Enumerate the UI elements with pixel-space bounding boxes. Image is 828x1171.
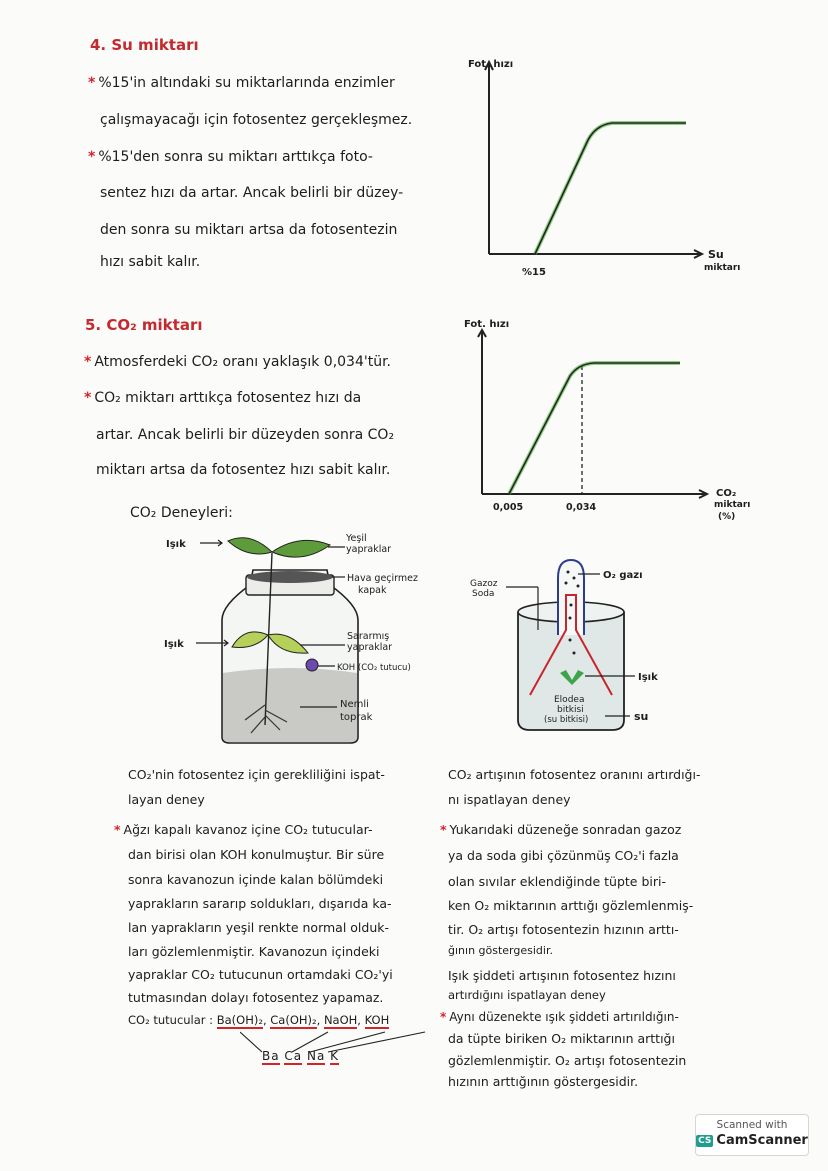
text-line: dan birisi olan KOH konulmuştur. Bir süre (128, 847, 385, 862)
text-line: artar. Ancak belirli bir düzeyden sonra CO₂ (96, 427, 395, 443)
koh-label: KOH (CO₂ tutucu) (337, 663, 411, 673)
experiment-title: artırdığını ispatlayan deney (448, 988, 606, 1002)
text-line: ğının göstergesidir. (448, 944, 553, 957)
x-axis-label: miktarı (704, 263, 741, 273)
text-line: * %15'in altındaki su miktarlarında enzimler (88, 75, 395, 91)
text-line: sentez hızı da artar. Ancak belirli bir düzey- (100, 185, 404, 201)
light-label: Işık (166, 539, 186, 550)
experiment-title: nı ispatlayan deney (448, 792, 571, 807)
section-4-heading: 4. Su miktarı (90, 36, 199, 54)
text-line: ken O₂ miktarının arttığı gözlemlenmiş- (448, 898, 694, 913)
green-leaf (272, 540, 330, 557)
light-label: Işık (164, 639, 184, 650)
co2-graph (460, 310, 790, 530)
lid-label: Hava geçirmez (347, 573, 418, 584)
text-line: sonra kavanozun içinde kalan bölümdeki (128, 872, 384, 887)
test-tube (558, 560, 584, 635)
elodea-label: (su bitkisi) (544, 715, 589, 725)
green-leaf (228, 538, 272, 554)
text-line: gözlemlenmiştir. O₂ artışı fotosentezin (448, 1053, 687, 1068)
section-5-heading: 5. CO₂ miktarı (85, 316, 203, 334)
x-axis-label: miktarı (714, 500, 751, 510)
x-axis-label: CO₂ (716, 488, 737, 499)
tick-label: 0,034 (566, 502, 597, 513)
o2-gas-label: O₂ gazı (603, 570, 643, 581)
text-line: * CO₂ miktarı arttıkça fotosentez hızı da (84, 390, 362, 406)
text-line: yapraklar CO₂ tutucunun ortamdaki CO₂'yi (128, 967, 393, 982)
beaker-experiment-diagram (460, 520, 780, 750)
watermark-text: Scanned with (716, 1119, 788, 1131)
yellow-leaves-label: Sararmış (347, 631, 390, 642)
curve-glow (535, 123, 686, 254)
light-label: Işık (638, 672, 658, 683)
water-graph (460, 50, 790, 290)
text-line: den sonra su miktarı artsa da fotosentezin (100, 222, 398, 238)
koh-ball (306, 659, 318, 671)
text-line: * Atmosferdeki CO₂ oranı yaklaşık 0,034'tür. (84, 354, 392, 370)
lid-top (247, 571, 333, 583)
text-line: hızı sabit kalır. (100, 254, 201, 270)
y-axis-label: Fot. hızı (468, 59, 514, 70)
text-line: miktarı artsa da fotosentez hızı sabit kalır. (96, 462, 391, 478)
lid-label: kapak (358, 585, 387, 596)
green-leaves-label: Yeşil (346, 533, 367, 544)
experiment-title: CO₂ artışının fotosentez oranını artırdığı- (448, 767, 701, 782)
text-line: ya da soda gibi çözünmüş CO₂'i fazla (448, 848, 679, 863)
camscanner-logo-icon: CS (698, 1135, 712, 1146)
tick-label: %15 (522, 267, 546, 278)
y-axis-label: Fot. hızı (464, 319, 510, 330)
jar-experiment-diagram (140, 525, 460, 755)
text-line: da tüpte biriken O₂ miktarının arttığı (448, 1031, 675, 1046)
soda-label: Soda (472, 589, 495, 599)
text-line: tutmasından dolayı fotosentez yapamaz. (128, 990, 384, 1005)
elodea-label: Elodea (554, 695, 585, 705)
co2-absorbers-line: CO₂ tutucular : Ba(OH)₂, Ca(OH)₂, NaOH, KOH (128, 1013, 390, 1027)
x-axis-label: (%) (718, 512, 736, 522)
tick-label: 0,005 (493, 502, 524, 513)
experiment-title: layan deney (128, 792, 205, 807)
text-line: * Aynı düzenekte ışık şiddeti artırıldığın- (440, 1010, 679, 1024)
text-line: tir. O₂ artışı fotosentezin hızının arttı- (448, 922, 679, 937)
soda-label: Gazoz (470, 579, 498, 589)
yellow-leaves-label: yapraklar (347, 642, 393, 653)
soil (223, 668, 357, 742)
experiment-title: Işık şiddeti artışının fotosentez hızını (448, 968, 676, 983)
text-line: çalışmayacağı için fotosentez gerçekleşmez. (100, 112, 413, 128)
mnemonic: Ba Ca Na K (262, 1049, 340, 1063)
text-line: olan sıvılar eklendiğinde tüpte biri- (448, 874, 666, 889)
camscanner-watermark (695, 1114, 809, 1156)
water-label: su (634, 710, 649, 723)
rate-curve (535, 123, 686, 254)
text-line: * %15'den sonra su miktarı arttıkça foto- (88, 149, 373, 165)
green-leaves-label: yapraklar (346, 544, 392, 555)
rate-curve (509, 363, 680, 494)
watermark-brand: CamScanner (716, 1133, 808, 1148)
experiment-title: CO₂'nin fotosentez için gerekliliğini ispat- (128, 767, 385, 782)
curve-glow (509, 363, 680, 494)
soil-label: Nemli (340, 699, 369, 710)
text-line: lan yaprakların yeşil renkte normal olduk- (128, 920, 389, 935)
experiments-title: CO₂ Deneyleri: (130, 505, 233, 521)
soil-label: toprak (340, 712, 373, 723)
x-axis-label: Su (708, 248, 724, 261)
text-line: yaprakların sararıp soldukları, dışarıda ka- (128, 896, 392, 911)
text-line: * Yukarıdaki düzeneğe sonradan gazoz (440, 822, 682, 837)
text-line: hızının arttığının göstergesidir. (448, 1074, 639, 1089)
text-line: * Ağzı kapalı kavanoz içine CO₂ tutucular- (114, 822, 373, 837)
elodea-label: bitkisi (557, 705, 584, 715)
text-line: ları gözlemlenmiştir. Kavanozun içindeki (128, 944, 380, 959)
